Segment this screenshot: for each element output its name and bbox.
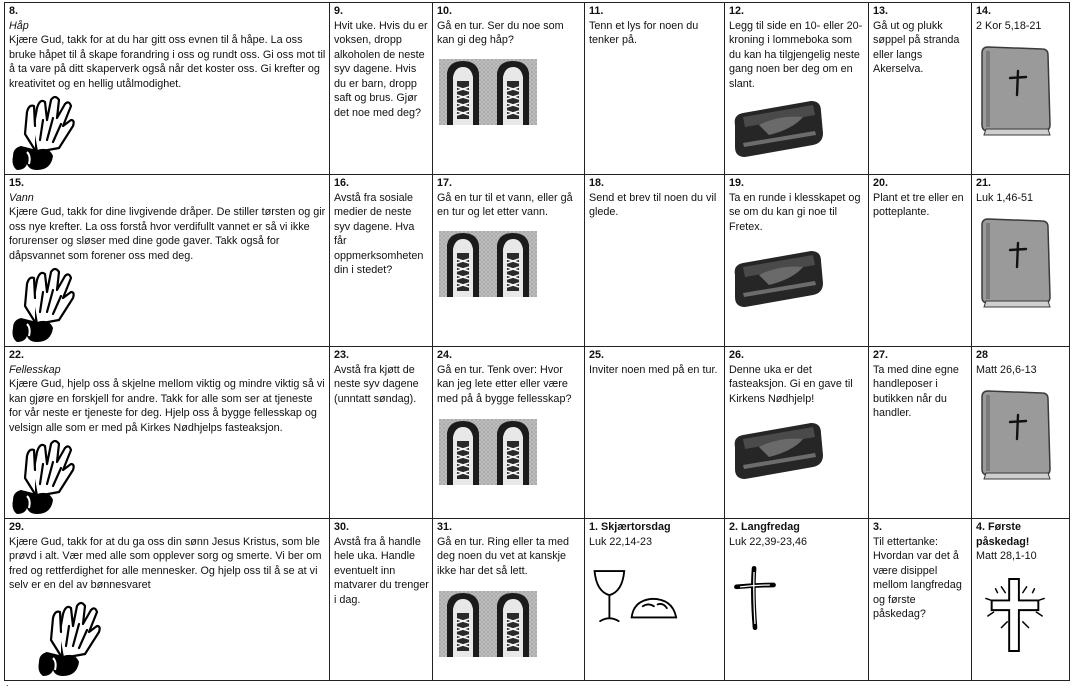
day-activity: Gå en tur. Ring eller ta med deg noen du vet at kanskje ikke har det så lett. [437,535,570,577]
day-activity: Ta med dine egne handleposer i butikken når du handler. [873,363,959,419]
day-cell [330,519,433,681]
day-number: 21. [976,177,992,189]
day-cell [433,175,585,347]
day-cell [869,3,972,175]
day-number: 17. [437,177,453,189]
day-cell [972,175,1070,347]
fasteaksjon-box-icon [729,417,827,483]
day-number: 16. [334,177,350,189]
cross-icon [729,563,781,633]
day-activity: Inviter noen med på en tur. [589,363,718,376]
day-number: 30. [334,521,350,533]
day-number: 18. [589,177,605,189]
day-activity: Gå en tur. Tenk over: Hvor kan jeg lete etter eller være med på å bygge fellesskap? [437,363,572,405]
day-number: 4. Første påskedag! [976,521,1030,548]
sneakers-icon [439,591,537,657]
day-cell [330,175,433,347]
day-cell [433,347,585,519]
day-prayer: Kjære Gud, takk for dine livgivende dråper. De stiller tørsten og gir oss nye krefter. La oss forstå hvor verdifullt vannet er så vi ikke forurenser og sløser med dine gode gaver. Takk også for dåpsvannet som forener oss med deg. [9,206,326,262]
day-activity: Plant et tre eller en potteplante. [873,191,964,218]
bible-reference: Luk 22,39-23,46 [729,535,808,548]
day-theme: Vann [9,191,34,204]
bible-icon [976,389,1056,481]
bible-icon [976,217,1056,309]
day-activity: Denne uka er det fasteaksjon. Gi en gave til Kirkens Nødhjelp! [729,363,853,405]
day-cell [725,347,869,519]
day-cell [972,3,1070,175]
day-number: 26. [729,349,745,361]
day-cell [869,347,972,519]
day-number: 24. [437,349,453,361]
calendar-row [5,175,1070,347]
bible-reference: Matt 28,1-10 [976,550,1037,562]
calendar-row [5,519,1070,681]
day-cell [725,3,869,175]
day-activity: Avstå fra sosiale medier de neste syv dagene. Hva får oppmerksomheten din i stedet? [334,191,424,276]
day-activity: Gå ut og plukk søppel på stranda eller langs Akerselva. [873,19,960,75]
day-number: 13. [873,5,889,17]
praying-hands-icon [33,596,105,678]
day-cell [5,347,330,519]
day-number: 9. [334,5,344,17]
day-number: 22. [9,349,25,361]
day-cell [433,3,585,175]
day-number: 2. Langfredag [729,521,800,533]
day-theme: Håp [9,19,29,32]
bible-reference: 2 Kor 5,18-21 [976,19,1042,32]
day-cell [725,175,869,347]
fasteaksjon-box-icon [729,245,827,311]
praying-hands-icon [7,262,79,344]
day-cell [585,519,725,681]
day-number: 27. [873,349,889,361]
day-cell [330,347,433,519]
day-cell [869,175,972,347]
day-number: 8. [9,5,19,17]
fasteaksjon-box-icon [729,95,827,161]
day-number: 11. [589,5,604,17]
lent-calendar-table [4,2,1070,681]
day-number: 28 [976,349,989,361]
day-activity: Avstå fra kjøtt de neste syv dagene (unntatt søndag). [334,363,419,405]
day-activity: Send et brev til noen du vil glede. [589,191,717,218]
day-prayer: Kjære Gud, takk for at du har gitt oss evnen til å håpe. La oss bruke håpet til å skape forandring i oss og rundt oss. Gi oss mot til å ta vare på ditt skaperverk også når det koster oss. Gi krefter og kreativitet og en hellig utålmodighet. [9,34,326,90]
radiant-cross-icon [980,573,1050,657]
day-cell [972,519,1070,681]
bible-icon [976,45,1056,137]
day-number: 23. [334,349,350,361]
bible-reference: Matt 26,6-13 [976,363,1037,376]
day-number: 29. [9,521,25,533]
day-cell [585,3,725,175]
sneakers-icon [439,59,537,125]
day-number: 25. [589,349,605,361]
day-number: 15. [9,177,25,189]
day-cell [330,3,433,175]
day-number: 31. [437,521,453,533]
bible-reference: Luk 22,14-23 [589,535,653,548]
day-number: 20. [873,177,889,189]
day-activity: Legg til side en 10- eller 20-kroning i lommeboka som du kan ha tilgjengelig neste gang noen ber deg om en slant. [729,19,863,90]
day-activity: Gå en tur. Ser du noe som kan gi deg håp? [437,19,564,46]
praying-hands-icon [7,434,79,516]
sneakers-icon [439,419,537,485]
day-cell [585,347,725,519]
day-number: 10. [437,5,453,17]
day-cell [585,175,725,347]
day-cell [972,347,1070,519]
day-number: 3. [873,521,883,533]
calendar-row [5,3,1070,175]
day-activity: Avstå fra å handle hele uka. Handle eventuelt inn matvarer du trenger i dag. [334,535,429,606]
day-number: 19. [729,177,745,189]
day-number: 1. Skjærtorsdag [589,521,671,533]
sneakers-icon [439,231,537,297]
bible-reference: Luk 1,46-51 [976,191,1034,204]
day-reflection: Til ettertanke: Hvordan var det å være disippel mellom langfredag og første påskedag? [873,535,962,620]
day-cell [725,519,869,681]
day-cell [5,519,330,681]
page-marker: . [6,678,9,688]
day-cell [433,519,585,681]
day-activity: Tenn et lys for noen du tenker på. [589,19,699,46]
day-activity: Hvit uke. Hvis du er voksen, dropp alkoholen de neste syv dagene. Hvis du er barn, dropp saft og brus. Gjør det noe med deg? [334,19,428,119]
day-activity: Ta en runde i klesskapet og se om du kan gi noe til Fretex. [729,191,861,233]
day-cell [5,3,330,175]
calendar-row [5,347,1070,519]
day-cell [5,175,330,347]
day-activity: Gå en tur til et vann, eller gå en tur og let etter vann. [437,191,573,218]
day-number: 12. [729,5,745,17]
praying-hands-icon [7,90,79,172]
day-prayer: Kjære Gud, hjelp oss å skjelne mellom viktig og mindre viktig så vi kan gjøre en forskjell for andre. Takk for alle som ser at tjeneste for vår neste er tjeneste for deg. Hjelp oss å bygge fellesskap og velsign alle som er med på Kirkes Nødhjelps fasteaksjon. [9,378,325,434]
day-theme: Fellesskap [9,363,61,376]
chalice-and-bread-icon [589,563,691,631]
day-number: 14. [976,5,992,17]
day-cell [869,519,972,681]
day-prayer: Kjære Gud, takk for at du ga oss din sønn Jesus Kristus, som ble prøvd i alt. Vær med alle som opplever sorg og smerte. Vi ber om fred og rettferdighet for alle mennesker. Og hjelp oss til å se at vi selv er en del av bønnesvaret [9,535,322,591]
